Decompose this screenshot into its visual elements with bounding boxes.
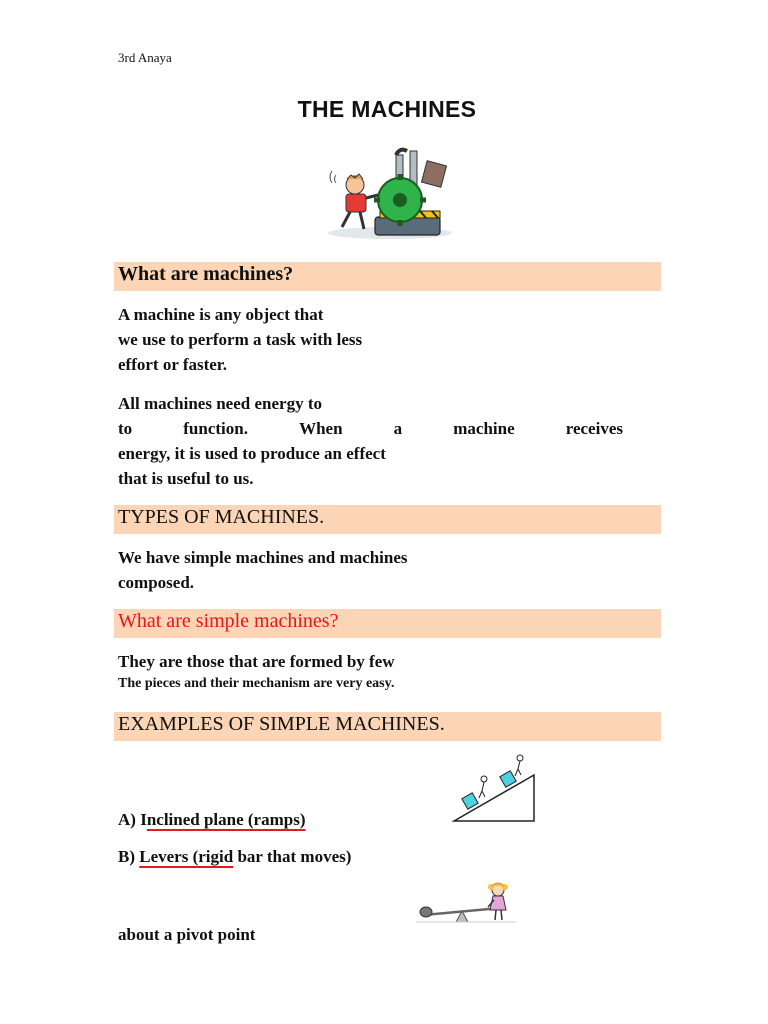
text-line: that is useful to us. <box>118 469 254 488</box>
text-line: we use to perform a task with less <box>118 330 363 349</box>
justified-line <box>118 416 623 441</box>
word: When <box>299 419 343 438</box>
text-line: energy, it is used to produce an effect <box>118 444 386 463</box>
example-item-a <box>118 807 306 832</box>
section-heading: TYPES OF MACHINES. <box>118 506 325 528</box>
top-note: 3rd Anaya <box>118 50 172 65</box>
machine-worker-illustration <box>320 145 460 245</box>
word: to <box>118 419 133 438</box>
text-line: The pieces and their mechanism are very easy. <box>118 676 395 691</box>
spellcheck-underlined-text: Levers (rigid <box>139 847 234 866</box>
paragraph <box>118 302 362 377</box>
word: machine <box>453 419 515 438</box>
word: function. <box>183 419 248 438</box>
spellcheck-underlined-text: nclined plane (ramps) <box>146 810 306 829</box>
text-line: All machines need energy to <box>118 394 322 413</box>
word: receives <box>565 419 623 438</box>
section-heading-band <box>114 609 661 638</box>
example-item-b <box>118 844 351 869</box>
lever-girl-illustration <box>416 880 520 926</box>
text-line: about a pivot point <box>118 925 256 944</box>
text-line: composed. <box>118 573 195 592</box>
item-prefix: A) I <box>118 810 147 829</box>
section-heading: EXAMPLES OF SIMPLE MACHINES. <box>118 713 445 735</box>
section-heading: What are simple machines? <box>118 610 339 632</box>
section-heading-band <box>114 712 661 741</box>
text-line: They are those that are formed by few <box>118 652 395 671</box>
item-rest: bar that moves) <box>233 847 352 866</box>
section-heading-band <box>114 505 661 534</box>
section-heading-band <box>114 262 661 291</box>
inclined-plane-illustration <box>452 753 542 825</box>
word: a <box>393 419 403 438</box>
text-line: A machine is any object that <box>118 305 324 324</box>
page-title: THE MACHINES <box>297 96 477 122</box>
section-heading: What are machines? <box>118 263 294 285</box>
paragraph <box>118 545 408 595</box>
paragraph <box>118 391 623 491</box>
item-prefix: B) <box>118 847 140 866</box>
text-line: effort or faster. <box>118 355 228 374</box>
text-line: We have simple machines and machines <box>118 548 408 567</box>
